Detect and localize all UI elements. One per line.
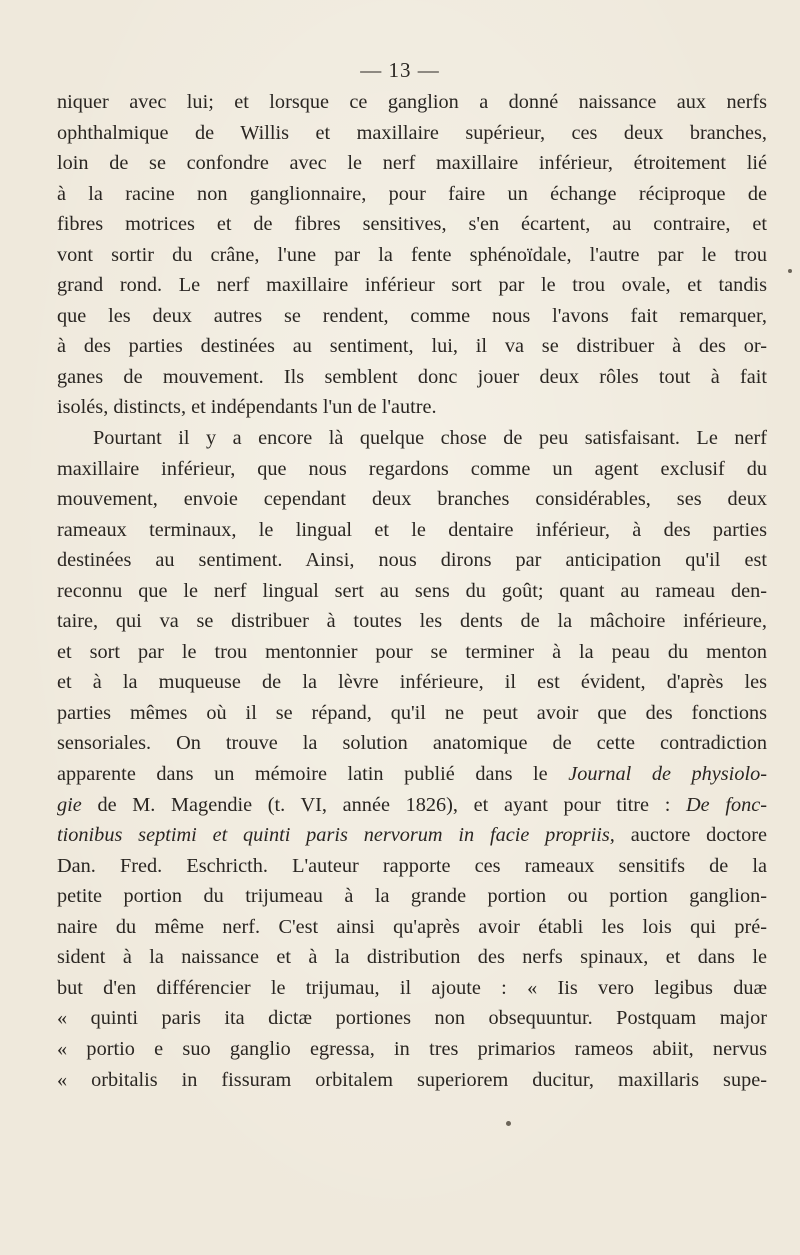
text-span: parties mêmes où il se répand, qu'il ne peut avoir que des fonctions <box>57 701 767 724</box>
text-span: apparente dans un mémoire latin publié dans le <box>57 763 569 786</box>
text-span: ganes de mouvement. Ils semblent donc jouer deux rôles tout à fait <box>57 365 767 388</box>
text-line <box>57 545 767 576</box>
text-span: loin de se confondre avec le nerf maxillaire inférieur, étroitement lié <box>57 152 767 175</box>
text-span: et à la muqueuse de la lèvre inférieure, il est évident, d'après les <box>57 671 767 694</box>
text-span: à des parties destinées au sentiment, lui, il va se distribuer à des or- <box>57 335 767 358</box>
text-line <box>57 667 767 698</box>
text-span: sident à la naissance et à la distribution des nerfs spinaux, et dans le <box>57 946 767 969</box>
text-span: à la racine non ganglionnaire, pour faire un échange réciproque de <box>57 182 767 205</box>
text-line <box>57 270 767 301</box>
text-span: Pourtant il y a encore là quelque chose de peu satisfaisant. Le nerf <box>93 427 767 450</box>
text-span: maxillaire inférieur, que nous regardons comme un agent exclusif du <box>57 457 767 480</box>
text-span: destinées au sentiment. Ainsi, nous dirons par anticipation qu'il est <box>57 549 767 572</box>
text-span: petite portion du trijumeau à la grande portion ou portion ganglion- <box>57 885 767 908</box>
text-span: auctore doctore <box>614 824 767 847</box>
text-span: but d'en différencier le trijumau, il ajoute : « Iis vero legibus duæ <box>57 976 767 999</box>
text-span: mouvement, envoie cependant deux branches considérables, ses deux <box>57 488 767 511</box>
text-span: reconnu que le nerf lingual sert au sens du goût; quant au rameau den- <box>57 579 767 602</box>
text-line <box>57 118 767 149</box>
text-line <box>57 1065 767 1096</box>
paper-speck <box>788 269 792 273</box>
text-line <box>57 1003 767 1034</box>
text-line <box>57 790 767 821</box>
text-span: vont sortir du crâne, l'une par la fente sphénoïdale, l'autre par le trou <box>57 243 767 266</box>
text-line <box>57 87 767 118</box>
text-line <box>57 209 767 240</box>
text-line <box>57 1034 767 1065</box>
text-line <box>57 576 767 607</box>
text-line <box>57 392 767 423</box>
text-span: ophthalmique de Willis et maxillaire supérieur, ces deux branches, <box>57 121 767 144</box>
text-line <box>57 515 767 546</box>
text-span: sensoriales. On trouve la solution anatomique de cette contradiction <box>57 732 767 755</box>
text-span: « quinti paris ita dictæ portiones non obsequuntur. Postquam major <box>57 1007 767 1030</box>
text-line <box>57 484 767 515</box>
page-number: — 13 — <box>360 58 440 82</box>
italic-text: tionibus septimi et quinti paris nervorum in facie propriis, <box>57 824 615 847</box>
text-span: isolés, distincts, et indépendants l'un de l'autre. <box>57 396 437 419</box>
text-span: « portio e suo ganglio egressa, in tres primarios rameos abiit, nervus <box>57 1037 767 1060</box>
text-line <box>57 362 767 393</box>
italic-text: Journal de physiolo- <box>568 763 767 786</box>
text-line <box>57 728 767 759</box>
text-span: fibres motrices et de fibres sensitives, s'en écartent, au contraire, et <box>57 213 767 236</box>
text-span: rameaux terminaux, le lingual et le dentaire inférieur, à des parties <box>57 518 767 541</box>
text-line <box>57 973 767 1004</box>
text-span: et sort par le trou mentonnier pour se terminer à la peau du menton <box>57 640 767 663</box>
text-line <box>57 851 767 882</box>
text-line <box>57 759 767 790</box>
text-line <box>57 148 767 179</box>
italic-text: De fonc- <box>686 793 767 816</box>
text-line <box>57 912 767 943</box>
text-span: Dan. Fred. Eschricth. L'auteur rapporte ces rameaux sensitifs de la <box>57 854 767 877</box>
text-line <box>57 881 767 912</box>
text-line <box>57 698 767 729</box>
text-line <box>57 606 767 637</box>
text-span: que les deux autres se rendent, comme nous l'avons fait remarquer, <box>57 304 767 327</box>
text-line <box>57 301 767 332</box>
text-line <box>57 820 767 851</box>
text-span: grand rond. Le nerf maxillaire inférieur sort par le trou ovale, et tandis <box>57 274 767 297</box>
text-span: « orbitalis in fissuram orbitalem superiorem ducitur, maxillaris supe- <box>57 1068 767 1091</box>
text-line <box>57 637 767 668</box>
paper-speck <box>506 1121 511 1126</box>
text-span: taire, qui va se distribuer à toutes les dents de la mâchoire inférieure, <box>57 610 767 633</box>
text-span: naire du même nerf. C'est ainsi qu'après avoir établi les lois qui pré- <box>57 915 767 938</box>
text-span: de M. Magendie (t. VI, année 1826), et ayant pour titre : <box>81 793 687 816</box>
text-line <box>57 423 767 454</box>
italic-text: gie <box>57 793 82 816</box>
text-line <box>57 179 767 210</box>
body-text <box>57 87 767 1095</box>
text-line <box>57 942 767 973</box>
text-line <box>57 454 767 485</box>
text-line <box>57 331 767 362</box>
text-span: niquer avec lui; et lorsque ce ganglion a donné naissance aux nerfs <box>57 91 767 113</box>
text-line <box>57 240 767 271</box>
